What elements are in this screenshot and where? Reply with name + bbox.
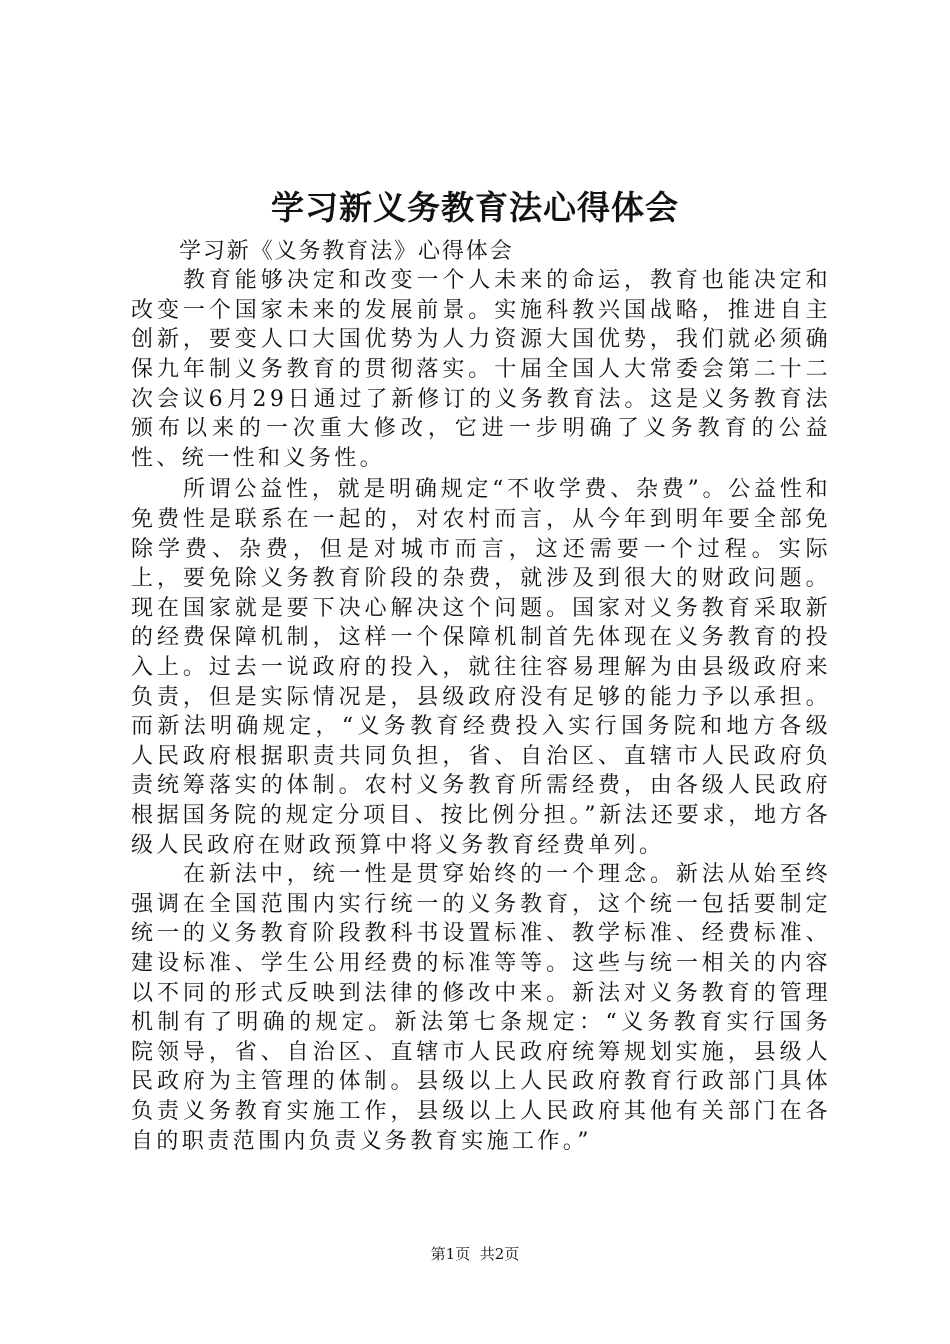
document-body <box>131 237 831 1156</box>
page-number-current: 第1页 <box>430 1245 471 1263</box>
document-subtitle: 学习新《义务教育法》心得体会 <box>179 239 514 264</box>
footer-separator <box>470 1245 480 1263</box>
document-title: 学习新义务教育法心得体会 <box>271 188 679 227</box>
page-number-total: 共2页 <box>479 1245 520 1263</box>
paragraph-1: 教育能够决定和改变一个人未来的命运，教育也能决定和改变一个国家未来的发展前景。实施科教兴国战略，推进自主创新，要变人口大国优势为人力资源大国优势，我们就必须确保九年制义务教育的贯彻落实。十届全国人大常委会第二十二次会议6月29日通过了新修订的义务教育法。这是义务教育法颁布以来的一次重大修改，它进一步明确了义务教育的公益性、统一性和义务性。 <box>131 268 831 471</box>
paragraph-2: 所谓公益性，就是明确规定“不收学费、杂费”。公益性和免费性是联系在一起的，对农村而言，从今年到明年要全部免除学费、杂费，但是对城市而言，这还需要一个过程。实际上，要免除义务教育阶段的杂费，就涉及到很大的财政问题。现在国家就是要下决心解决这个问题。国家对义务教育采取新的经费保障机制，这样一个保障机制首先体现在义务教育的投入上。过去一说政府的投入，就往往容易理解为由县级政府来负责，但是实际情况是，县级政府没有足够的能力予以承担。而新法明确规定，“义务教育经费投入实行国务院和地方各级人民政府根据职责共同负担，省、自治区、直辖市人民政府负责统筹落实的体制。农村义务教育所需经费，由各级人民政府根据国务院的规定分项目、按比例分担。”新法还要求，地方各级人民政府在财政预算中将义务教育经费单列。 <box>131 477 831 858</box>
page-footer <box>0 1244 950 1264</box>
paragraph-3: 在新法中，统一性是贯穿始终的一个理念。新法从始至终强调在全国范围内实行统一的义务教育，这个统一包括要制定统一的义务教育阶段教科书设置标准、教学标准、经费标准、建设标准、学生公用经费的标准等等。这些与统一相关的内容以不同的形式反映到法律的修改中来。新法对义务教育的管理机制有了明确的规定。新法第七条规定：“义务教育实行国务院领导，省、自治区、直辖市人民政府统筹规划实施，县级人民政府为主管理的体制。县级以上人民政府教育行政部门具体负责义务教育实施工作，县级以上人民政府其他有关部门在各自的职责范围内负责义务教育实施工作。” <box>131 862 831 1154</box>
